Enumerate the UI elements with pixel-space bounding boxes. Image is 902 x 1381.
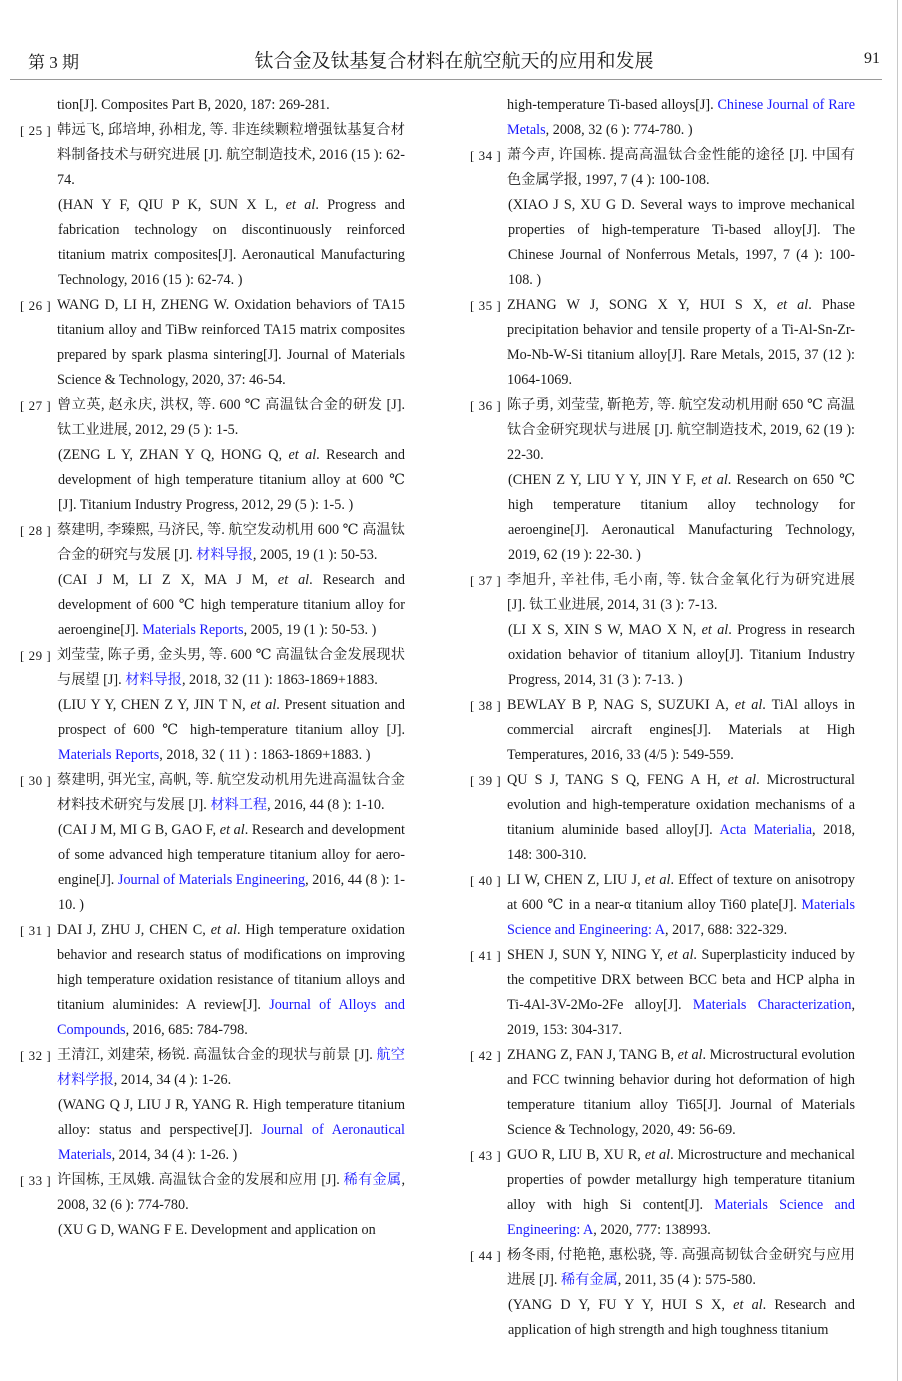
reference-30 [20,768,405,918]
ref-text: WANG D, LI H, ZHENG W. Oxidation behaviors of TA15 titanium alloy and TiBw reinforced TA15 matrix composites prepared by spark plasma sintering[J]. Journal of Materials Science & Technology, 2020, 37: 46-54. [57,297,405,388]
ref-number: [ 35 ] [470,298,502,313]
ref-en: (LI X S, XIN S W, MAO X N, et al. Progress in research oxidation behavior of titanium alloy[J]. Titanium Industry Progress, 2014, 31 (3 ): 7-13. ) [508,622,856,688]
header-rule [10,79,882,80]
reference-43 [470,1143,855,1243]
ref-cn: 蔡建明, 弭光宝, 高帆, 等. 航空发动机用先进高温钛合金材料技术研究与发展 [J]. 材料工程, 2016, 44 (8 ): 1-10. [57,772,405,813]
journal-link[interactable]: 材料工程 [210,797,268,813]
right-column [470,93,855,1343]
ref-en: (LIU Y Y, CHEN Z Y, JIN T N, et al. Present situation and prospect of 600 ℃ high-temperature titanium alloy [J]. Materials Reports, 2018, 32 ( 11 ) : 1863-1869+1883. ) [58,697,405,763]
journal-link[interactable]: 航空材料学报 [57,1047,405,1088]
ref-number: [ 29 ] [20,648,52,663]
ref-cn: 许国栋, 王凤娥. 高温钛合金的发展和应用 [J]. 稀有金属, 2008, 32 (6 ): 774-780. [57,1172,405,1213]
journal-link[interactable]: Journal of Alloys and Compounds [57,997,405,1038]
ref-en: (CAI J M, LI Z X, MA J M, et al. Research and development of 600 ℃ high temperature titanium alloy for aeroengine[J]. Materials Reports, 2005, 19 (1 ): 50-53. ) [58,572,406,638]
page-edge-line [897,0,898,1381]
journal-link[interactable]: Journal of Aeronautical Materials [58,1122,405,1163]
ref-en: (XIAO J S, XU G D. Several ways to improve mechanical properties of high-temperature Ti-based alloy[J]. The Chinese Journal of Nonferrous Metals, 1997, 7 (4 ): 100-108. ) [508,197,855,288]
reference-31 [20,918,405,1043]
reference-37 [470,568,855,693]
ref-number: [ 27 ] [20,398,52,413]
ref-number: [ 44 ] [470,1248,502,1263]
ref-en: (CAI J M, MI G B, GAO F, et al. Research and development of some advanced high temperature titanium alloy for aero-engine[J]. Journal of Materials Engineering, 2016, 44 (8 ): 1-10. ) [58,822,405,913]
ref-number: [ 30 ] [20,773,52,788]
reference-40 [470,868,855,943]
ref-number: [ 26 ] [20,298,52,313]
ref-en: (YANG D Y, FU Y Y, HUI S X, et al. Research and application of high strength and high toughness titanium [508,1297,855,1338]
ref-text: GUO R, LIU B, XU R, et al. Microstructure and mechanical properties of powder metallurgy high temperature titanium alloy with high Si content[J]. Materials Science and Engineering: A, 2020, 777: 138993. [507,1147,855,1238]
ref-number: [ 41 ] [470,948,502,963]
journal-link[interactable]: 材料导报 [125,672,182,688]
continuation-text: high-temperature Ti-based alloys[J]. Chinese Journal of Rare Metals, 2008, 32 (6 ): 774-780. ) [507,97,855,138]
ref-number: [ 34 ] [470,148,502,163]
ref-text: SHEN J, SUN Y, NING Y, et al. Superplasticity induced by the competitive DRX between BCC beta and HCP alpha in Ti-4Al-3V-2Mo-2Fe alloy[J]. Materials Characterization, 2019, 153: 304-317. [507,947,856,1038]
reference-33 [20,1168,405,1243]
ref-text: LI W, CHEN Z, LIU J, et al. Effect of texture on anisotropy at 600 ℃ in a near-α titanium alloy Ti60 plate[J]. Materials Science and Engineering: A, 2017, 688: 322-329. [507,872,856,938]
ref-text: BEWLAY B P, NAG S, SUZUKI A, et al. TiAl alloys in commercial aircraft engines[J]. Materials at High Temperatures, 2016, 33 (4/5 ): 549-559. [507,697,855,763]
ref-text: QU S J, TANG S Q, FENG A H, et al. Microstructural evolution and high-temperature oxidation mechanisms of a titanium aluminide based alloy[J]. Acta Materialia, 2018, 148: 300-310. [507,772,856,863]
ref-number: [ 33 ] [20,1173,52,1188]
ref-cn: 蔡建明, 李臻熙, 马济民, 等. 航空发动机用 600 ℃ 高温钛合金的研究与发展 [J]. 材料导报, 2005, 19 (1 ): 50-53. [57,522,405,563]
left-column [20,93,405,1243]
journal-link[interactable]: 材料导报 [196,547,253,563]
ref-number: [ 31 ] [20,923,52,938]
reference-26 [20,293,405,393]
ref-cn: 杨冬雨, 付艳艳, 惠松骁, 等. 高强高韧钛合金研究与应用进展 [J]. 稀有金属, 2011, 35 (4 ): 575-580. [507,1247,855,1288]
ref-text: ZHANG Z, FAN J, TANG B, et al. Microstructural evolution and FCC twinning behavior during hot deformation of high temperature titanium alloy Ti65[J]. Journal of Materials Science & Technology, 2020, 49: 56-69. [507,1047,856,1138]
reference-27 [20,393,405,518]
reference-36 [470,393,855,568]
page-number: 91 [864,50,880,67]
reference-29 [20,643,405,768]
ref-number: [ 32 ] [20,1048,52,1063]
running-title: 钛合金及钛基复合材料在航空航天的应用和发展 [254,51,654,72]
journal-link[interactable]: Materials Characterization [692,997,852,1013]
ref-number: [ 40 ] [470,873,502,888]
running-header [28,44,880,76]
ref-cn: 陈子勇, 刘莹莹, 靳艳芳, 等. 航空发动机用耐 650 ℃ 高温钛合金研究现状与进展 [J]. 航空制造技术, 2019, 62 (19 ): 22-30. [507,397,855,463]
issue-label: 第 3 期 [28,53,79,72]
ref-en: (WANG Q J, LIU J R, YANG R. High temperature titanium alloy: status and perspective[J]. Journal of Aeronautical Materials, 2014, 34 (4 ): 1-26. ) [58,1097,405,1163]
ref-number: [ 28 ] [20,523,52,538]
ref-number: [ 38 ] [470,698,502,713]
journal-link[interactable]: Materials Science and Engineering: A [507,1197,855,1238]
journal-link[interactable]: Acta Materialia [719,822,813,838]
ref-cn: 刘莹莹, 陈子勇, 金头男, 等. 600 ℃ 高温钛合金发展现状与展望 [J]. 材料导报, 2018, 32 (11 ): 1863-1869+1883. [57,647,405,688]
ref-en: (ZENG L Y, ZHAN Y Q, HONG Q, et al. Research and development of high temperature titanium alloy at 600 ℃ [J]. Titanium Industry Progress, 2012, 29 (5 ): 1-5. ) [58,447,405,513]
ref-number: [ 37 ] [470,573,502,588]
ref-number: [ 25 ] [20,123,52,138]
ref-cn: 李旭升, 辛社伟, 毛小南, 等. 钛合金氧化行为研究进展 [J]. 钛工业进展, 2014, 31 (3 ): 7-13. [507,572,855,613]
journal-link[interactable]: Chinese Journal of Rare Metals [507,97,855,138]
reference-39 [470,768,855,868]
journal-link[interactable]: Materials Reports [142,622,244,638]
ref-en: (CHEN Z Y, LIU Y Y, JIN Y F, et al. Research on 650 ℃ high temperature titanium alloy technology for aeroengine[J]. Aeronautical Manufacturing Technology, 2019, 62 (19 ): 22-30. ) [508,472,855,563]
ref-number: [ 43 ] [470,1148,502,1163]
ref-text: DAI J, ZHU J, CHEN C, et al. High temperature oxidation behavior and research status of modifications on improving high temperature oxidation resistance of titanium alloys and titanium aluminides: A review[J]. Journal of Alloys and Compounds, 2016, 685: 784-798. [57,922,406,1038]
ref-cn: 韩远飞, 邱培坤, 孙相龙, 等. 非连续颗粒增强钛基复合材料制备技术与研究进展 [J]. 航空制造技术, 2016 (15 ): 62-74. [57,122,405,188]
reference-41 [470,943,855,1043]
journal-link[interactable]: 稀有金属 [343,1172,402,1188]
ref-number: [ 39 ] [470,773,502,788]
ref-cn: 曾立英, 赵永庆, 洪权, 等. 600 ℃ 高温钛合金的研发 [J]. 钛工业进展, 2012, 29 (5 ): 1-5. [57,397,405,438]
reference-38 [470,693,855,768]
ref-en: (XU G D, WANG F E. Development and application on [58,1222,376,1238]
ref-cn: 王清江, 刘建荣, 杨锐. 高温钛合金的现状与前景 [J]. 航空材料学报, 2014, 34 (4 ): 1-26. [57,1047,405,1088]
ref-number: [ 42 ] [470,1048,502,1063]
reference-44 [470,1243,855,1343]
ref-number: [ 36 ] [470,398,502,413]
reference-32 [20,1043,405,1168]
journal-link[interactable]: Journal of Materials Engineering [117,872,306,888]
journal-link[interactable]: Materials Science and Engineering: A [507,897,855,938]
journal-link[interactable]: 稀有金属 [561,1272,618,1288]
reference-34 [470,143,855,293]
reference-42 [470,1043,855,1143]
ref-cn: 萧今声, 许国栋. 提高高温钛合金性能的途径 [J]. 中国有色金属学报, 1997, 7 (4 ): 100-108. [507,147,855,188]
ref-text: ZHANG W J, SONG X Y, HUI S X, et al. Phase precipitation behavior and tensile property of a Ti-Al-Sn-Zr-Mo-Nb-W-Si titanium alloy[J]. Rare Metals, 2015, 37 (12 ): 1064-1069. [507,297,855,388]
reference-35 [470,293,855,393]
ref-en: (HAN Y F, QIU P K, SUN X L, et al. Progress and fabrication technology on discontinuously reinforced titanium matrix composites[J]. Aeronautical Manufacturing Technology, 2016 (15 ): 62-74. ) [58,197,405,288]
reference-25 [20,118,405,293]
reference-28 [20,518,405,643]
journal-link[interactable]: Materials Reports [58,747,160,763]
continuation-text: tion[J]. Composites Part B, 2020, 187: 269-281. [57,97,330,113]
